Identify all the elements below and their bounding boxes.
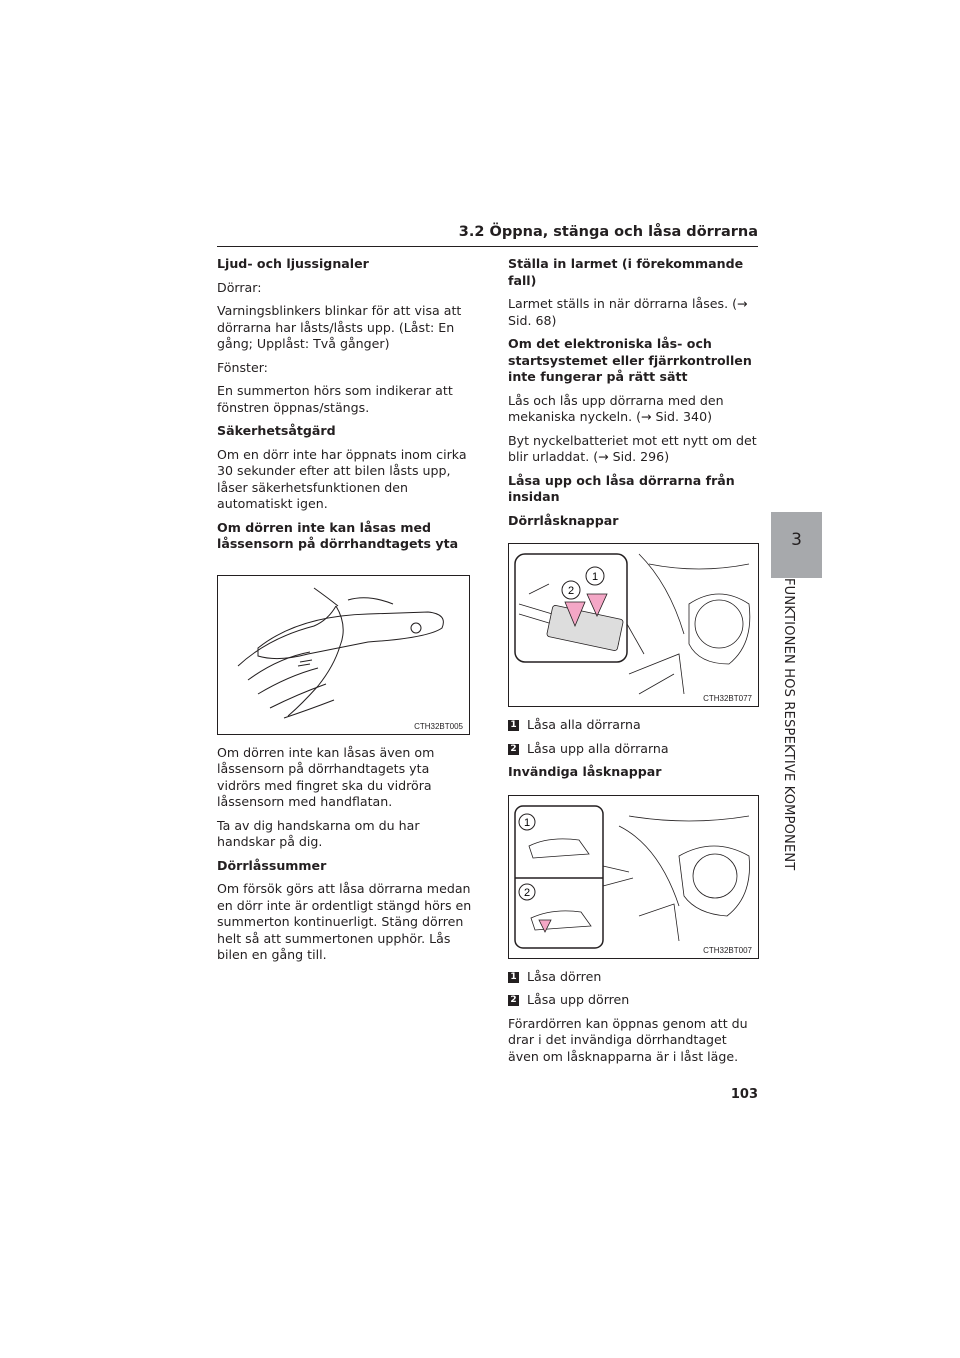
palm-text: Om dörren inte kan låsas även om låssensorn på dörrhandtagets yta vidrörs med fingret ska du vidröra låssensorn med handflatan. bbox=[217, 744, 435, 809]
number-badge: 2 bbox=[508, 744, 519, 755]
figure-lock-switches bbox=[508, 543, 759, 707]
list-item-text: Låsa alla dörrarna bbox=[527, 717, 641, 732]
list-item bbox=[508, 992, 760, 1009]
right-column bbox=[508, 256, 760, 1072]
heading-alarm: Ställa in larmet (i förekommande fall) bbox=[508, 256, 744, 288]
heading-signals: Ljud- och ljussignaler bbox=[217, 256, 369, 271]
heading-inside-lock: Låsa upp och låsa dörrarna från insidan bbox=[508, 472, 735, 504]
gloves-text: Ta av dig handskarna om du har handskar på dig. bbox=[217, 817, 420, 849]
door-handle-illustration bbox=[218, 576, 469, 734]
safety-text: Om en dörr inte har öppnats inom cirka 30 sekunder efter att bilen låsts upp, låser säkerhetsfunktionen den automatiskt igen. bbox=[217, 446, 467, 511]
figure-door-handle bbox=[217, 575, 470, 735]
driver-door-text: Förardörren kan öppnas genom att du drar i det invändiga dörrhandtaget även om låsknapparna är i låst läge. bbox=[508, 1015, 748, 1064]
heading-inside-buttons: Invändiga låsknappar bbox=[508, 764, 662, 779]
number-badge: 1 bbox=[508, 720, 519, 731]
battery-text: Byt nyckelbatteriet mot ett nytt om det blir urladdat. (→ Sid. 296) bbox=[508, 432, 757, 464]
heading-safety: Säkerhetsåtgärd bbox=[217, 423, 336, 438]
callout-1: 1 bbox=[591, 571, 599, 583]
windows-label: Fönster: bbox=[217, 359, 268, 375]
section-header bbox=[217, 224, 758, 247]
callout-2: 2 bbox=[567, 585, 575, 597]
list-item bbox=[508, 717, 760, 734]
buzzer-text: Om försök görs att låsa dörrarna medan en dörr inte är ordentligt stängd hörs en summerton kontinuerligt. Stäng dörren helt så att summertonen upphör. Lås bilen en gång till. bbox=[217, 881, 472, 962]
left-column bbox=[217, 256, 472, 971]
list-item bbox=[508, 969, 760, 986]
inside-button-illustration bbox=[509, 796, 758, 958]
callout-1: 1 bbox=[523, 816, 531, 829]
list-item-text: Låsa dörren bbox=[527, 968, 602, 984]
figure-inside-buttons bbox=[508, 795, 759, 959]
list-item-text: Låsa upp dörren bbox=[527, 992, 630, 1007]
mechanical-key-text: Lås och lås upp dörrarna med den mekaniska nyckeln. (→ Sid. 340) bbox=[508, 392, 724, 424]
figure-code: CTH32BT007 bbox=[703, 945, 752, 955]
list-item bbox=[508, 741, 760, 758]
chapter-tab bbox=[771, 512, 822, 578]
chapter-title: FUNKTIONEN HOS RESPEKTIVE KOMPONENT bbox=[781, 578, 796, 871]
doors-label: Dörrar: bbox=[217, 279, 262, 295]
heading-malfunction: Om det elektroniska lås- och startsystemet eller fjärrkontrollen inte fungerar på rätt sätt bbox=[508, 336, 752, 384]
section-title: 3.2 Öppna, stänga och låsa dörrarna bbox=[458, 224, 758, 240]
chapter-number: 3 bbox=[791, 530, 802, 550]
lock-switch-illustration bbox=[509, 544, 758, 706]
windows-text: En summerton hörs som indikerar att fönstren öppnas/stängs. bbox=[217, 383, 453, 415]
page-number: 103 bbox=[730, 1087, 758, 1102]
heading-lock-sensor: Om dörren inte kan låsas med låssensorn på dörrhandtagets yta bbox=[217, 519, 459, 551]
number-badge: 2 bbox=[508, 995, 519, 1006]
callout-2: 2 bbox=[523, 886, 531, 899]
heading-buzzer: Dörrlåssummer bbox=[217, 857, 327, 873]
figure-code: CTH32BT005 bbox=[414, 721, 463, 731]
list-item-text: Låsa upp alla dörrarna bbox=[527, 740, 669, 756]
alarm-text: Larmet ställs in när dörrarna låses. (→ Sid. 68) bbox=[508, 296, 748, 328]
number-badge: 1 bbox=[508, 972, 519, 983]
figure-code: CTH32BT077 bbox=[703, 694, 752, 703]
doors-text: Varningsblinkers blinkar för att visa att dörrarna har låsts/låsts upp. (Låst: En gång; Upplåst: Två gånger) bbox=[217, 303, 462, 351]
heading-lock-switches: Dörrlåsknappar bbox=[508, 512, 619, 528]
